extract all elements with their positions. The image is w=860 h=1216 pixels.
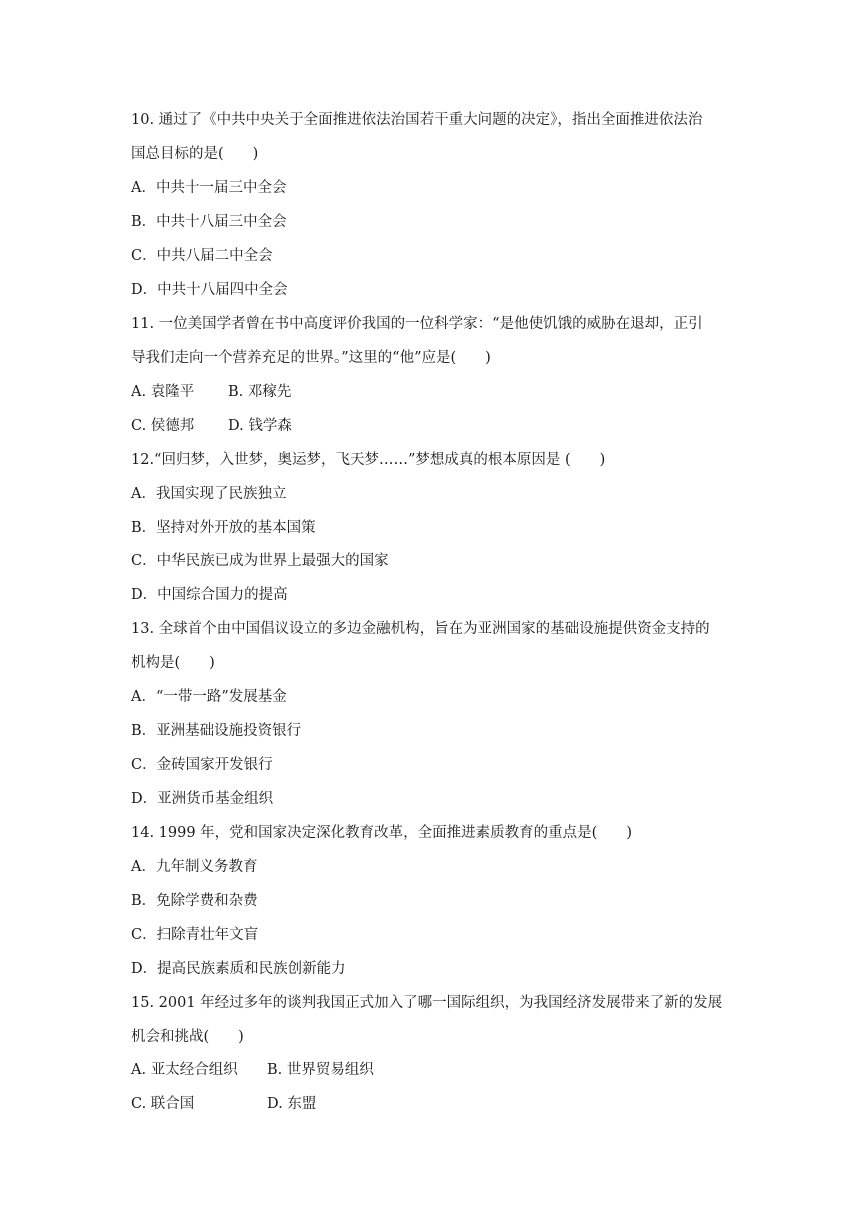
question-15-options-row-1 <box>131 1060 741 1080</box>
question-13-option-a: A．“一带一路”发展基金 <box>131 689 287 705</box>
question-12-option-c: C．中华民族已成为世界上最强大的国家 <box>131 553 389 569</box>
question-11-stem-line-2: 导我们走向一个营养充足的世界。”这里的“他”应是( ) <box>131 350 491 366</box>
question-10-stem-line-1: 10. 通过了《中共中央关于全面推进依法治国若干重大问题的决定》，指出全面推进依法治 <box>131 112 703 128</box>
question-11-stem-line-1: 11. 一位美国学者曾在书中高度评价我国的一位科学家：“是他使饥饿的威胁在退却，正引 <box>131 316 703 332</box>
question-11-options-row-2 <box>131 416 741 436</box>
question-10-option-a: A．中共十一届三中全会 <box>131 180 287 196</box>
question-11-options-row-1 <box>131 382 741 402</box>
question-15-option-b: B. 世界贸易组织 <box>267 1062 374 1078</box>
question-15-option-c: C. 联合国 <box>131 1096 195 1112</box>
question-10-option-d: D．中共十八届四中全会 <box>131 282 288 298</box>
question-11-option-a: A. 袁隆平 <box>131 384 195 400</box>
question-13-option-c: C．金砖国家开发银行 <box>131 757 273 773</box>
question-10-option-b: B．中共十八届三中全会 <box>131 214 287 230</box>
question-14-option-c: C．扫除青壮年文盲 <box>131 927 259 943</box>
question-14-option-d: D．提高民族素质和民族创新能力 <box>131 961 346 977</box>
question-10-option-c: C．中共八届二中全会 <box>131 248 273 264</box>
question-11-option-c: C. 侯德邦 <box>131 418 195 434</box>
question-15-options-row-2 <box>131 1094 741 1114</box>
question-14-option-a: A．九年制义务教育 <box>131 859 258 875</box>
question-13-stem-line-2: 机构是( ) <box>131 655 215 671</box>
question-13-stem-line-1: 13. 全球首个由中国倡议设立的多边金融机构，旨在为亚洲国家的基础设施提供资金支持的 <box>131 621 710 637</box>
question-15-stem-line-2: 机会和挑战( ) <box>131 1029 244 1045</box>
question-11-option-b: B. 邓稼先 <box>228 384 292 400</box>
question-13-option-b: B．亚洲基础设施投资银行 <box>131 723 302 739</box>
question-10-stem-line-2: 国总目标的是( ) <box>131 146 259 162</box>
question-14-option-b: B．免除学费和杂费 <box>131 893 258 909</box>
question-15-stem-line-1: 15. 2001 年经过多年的谈判我国正式加入了哪一国际组织，为我国经济发展带来了新的发展 <box>131 995 723 1011</box>
question-13-option-d: D．亚洲货币基金组织 <box>131 791 274 807</box>
question-11-option-d: D. 钱学森 <box>228 418 292 434</box>
question-15-option-d: D. 东盟 <box>267 1096 317 1112</box>
question-15-option-a: A. 亚太经合组织 <box>131 1062 238 1078</box>
question-14-stem-line-1: 14. 1999 年，党和国家决定深化教育改革，全面推进素质教育的重点是( ) <box>131 825 632 841</box>
question-12-stem-line-1: 12.“回归梦，入世梦，奥运梦，飞天梦……”梦想成真的根本原因是 ( ) <box>131 452 606 468</box>
question-12-option-d: D．中国综合国力的提高 <box>131 587 288 603</box>
question-12-option-a: A．我国实现了民族独立 <box>131 486 287 502</box>
question-12-option-b: B．坚持对外开放的基本国策 <box>131 520 316 536</box>
